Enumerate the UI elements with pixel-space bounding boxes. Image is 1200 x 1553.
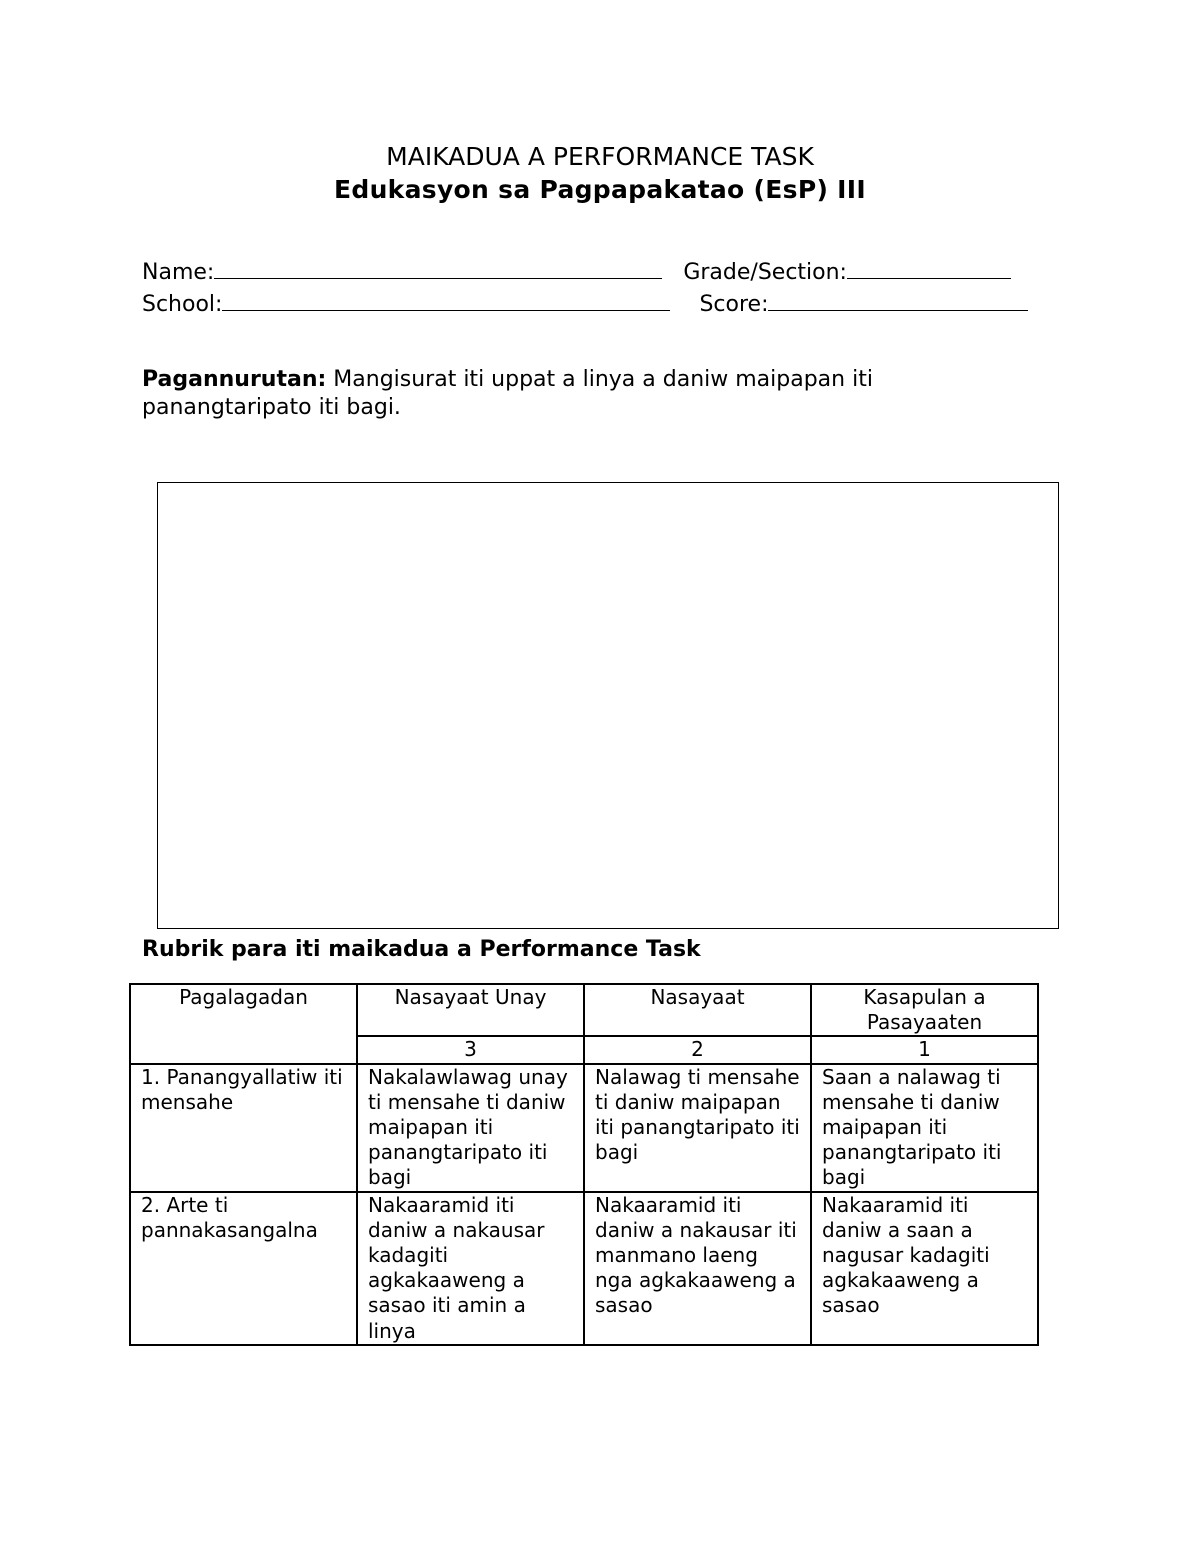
page-title: MAIKADUA A PERFORMANCE TASK: [386, 142, 814, 171]
grade-section-label: Grade/Section:: [683, 260, 847, 285]
name-grade-row: [142, 256, 1011, 287]
grade-section-field[interactable]: [683, 256, 1011, 287]
rubric-points-cell: 1: [811, 1036, 1038, 1063]
rubric-column-header: Nasayaat: [584, 984, 811, 1036]
rubric-row: [130, 1064, 1038, 1192]
instructions: [142, 366, 962, 422]
rubric-cell: Nakalawlawag unay ti mensahe ti daniw maipapan iti panangtaripato iti bagi: [357, 1064, 584, 1192]
score-field[interactable]: [699, 288, 1028, 319]
rubric-cell: Saan a nalawag ti mensahe ti daniw maipapan iti panangtaripato iti bagi: [811, 1064, 1038, 1192]
rubric-cell: Nakaaramid iti daniw a saan a nagusar kadagiti agkakaaweng a sasao: [811, 1192, 1038, 1345]
rubric-points-cell: 3: [357, 1036, 584, 1063]
name-blank-line[interactable]: [214, 256, 662, 279]
name-label: Name:: [142, 260, 215, 285]
score-blank-line[interactable]: [768, 288, 1028, 311]
instructions-text: Mangisurat iti uppat a linya a daniw maipapan iti panangtaripato iti bagi.: [142, 367, 873, 420]
rubric-column-header: Kasapulan a Pasayaaten: [811, 984, 1038, 1036]
rubric-heading: Rubrik para iti maikadua a Performance Task: [142, 937, 701, 962]
rubric-row: [130, 1192, 1038, 1345]
rubric-header-row: [130, 984, 1038, 1036]
instructions-label: Pagannurutan:: [142, 367, 327, 392]
school-field[interactable]: [142, 288, 670, 319]
page-subtitle: Edukasyon sa Pagpapakatao (EsP) III: [334, 175, 866, 204]
score-label: Score:: [699, 292, 769, 317]
name-field[interactable]: [142, 256, 662, 287]
school-score-row: [142, 288, 1028, 319]
rubric-cell: Nalawag ti mensahe ti daniw maipapan iti panangtaripato iti bagi: [584, 1064, 811, 1192]
rubric-criterion: 2. Arte ti pannakasangalna: [130, 1192, 357, 1345]
rubric-column-header: Pagalagadan: [130, 984, 357, 1064]
rubric-column-header: Nasayaat Unay: [357, 984, 584, 1036]
rubric-criterion: 1. Panangyallatiw iti mensahe: [130, 1064, 357, 1192]
answer-box[interactable]: [157, 482, 1059, 929]
school-label: School:: [142, 292, 223, 317]
school-blank-line[interactable]: [222, 288, 670, 311]
rubric-points-cell: 2: [584, 1036, 811, 1063]
rubric-cell: Nakaaramid iti daniw a nakausar iti manmano laeng nga agkakaaweng a sasao: [584, 1192, 811, 1345]
rubric-cell: Nakaaramid iti daniw a nakausar kadagiti agkakaaweng a sasao iti amin a linya: [357, 1192, 584, 1345]
rubric-table: [129, 983, 1039, 1346]
grade-section-blank-line[interactable]: [847, 256, 1011, 279]
